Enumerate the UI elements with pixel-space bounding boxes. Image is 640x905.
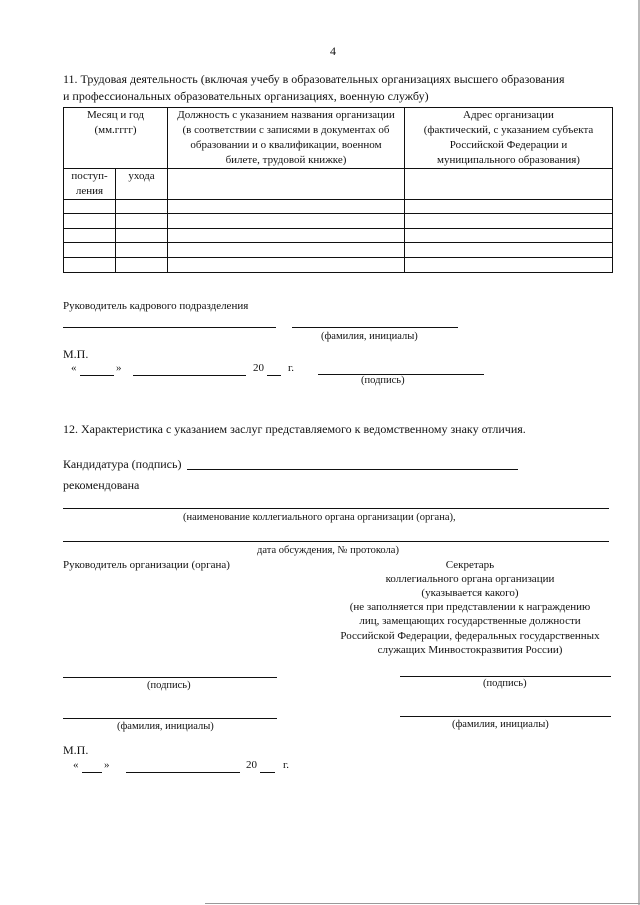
secretary-name-line[interactable] [400,716,611,717]
address-header-line3: Российской Федерации и [449,139,568,151]
hr-head-signature-line[interactable] [63,327,276,328]
date-quote-open-2: « [73,759,79,771]
date-month-field-1[interactable] [133,375,246,376]
page-number: 4 [330,44,336,58]
org-head-label: Руководитель организации (органа) [63,559,230,571]
council-name-caption: (наименование коллегиального органа организации (органа), [183,512,456,523]
secretary-line7: служащих Минвостокразвития России) [377,644,563,656]
candidate-label: Кандидатура (подпись) [63,457,182,471]
discussion-date-line[interactable] [63,541,609,542]
year-suffix-1: г. [288,362,295,374]
position-header-line1: Должность с указанием названия организации [177,109,395,121]
org-head-signature-caption: (подпись) [147,680,191,691]
month-year-header-line2: (мм.гггг) [94,124,137,136]
secretary-line2: коллегиального органа организации [385,573,555,585]
date-month-field-2[interactable] [126,772,240,773]
start-date-header-line2: ления [75,185,104,197]
position-header [168,108,405,169]
address-header-line2: (фактический, с указанием субъекта [423,124,594,136]
candidate-signature-line[interactable] [187,469,518,470]
date-quote-close-1: » [116,362,122,374]
section-11-title-line1: 11. Трудовая деятельность (включая учебу в образовательных организациях высшего образования [63,72,565,86]
hr-head-name-caption: (фамилия, инициалы) [321,331,418,342]
secretary-line1: Секретарь [445,559,495,571]
date-year-field-2[interactable] [260,772,275,773]
start-date-header-line1: поступ- [71,170,108,182]
secretary-name-caption: (фамилия, инициалы) [452,719,549,730]
scan-bottom-edge [205,903,640,904]
stamp-label-2: М.П. [63,743,89,757]
discussion-date-caption: дата обсуждения, № протокола) [257,545,399,556]
table-row[interactable] [64,214,613,229]
address-header-line1: Адрес организации [463,109,554,121]
org-head-name-caption: (фамилия, инициалы) [117,721,214,732]
address-header-line4: муниципального образования) [437,154,580,166]
section-11-title-line2: и профессиональных образовательных организациях, военную службу) [63,89,429,103]
work-history-table [63,107,613,273]
date-quote-open-1: « [71,362,77,374]
month-year-header-line1: Месяц и год [86,109,145,121]
hr-head-name-line[interactable] [292,327,458,328]
secretary-signature-caption: (подпись) [483,678,527,689]
secretary-line5: лиц, замещающих государственные должности [359,615,581,627]
table-row[interactable] [64,258,613,273]
start-date-header [64,169,116,200]
recommended-label: рекомендована [63,478,140,492]
date-day-field-2[interactable] [82,772,102,773]
date-day-field-1[interactable] [80,375,114,376]
table-row[interactable] [64,229,613,243]
year-prefix-1: 20 [253,362,264,374]
secretary-signature-line[interactable] [400,676,611,677]
position-header-line3: образовании и о квалификации, военном [190,139,382,151]
table-row[interactable] [64,243,613,258]
secretary-line6: Российской Федерации, федеральных государственных [340,630,600,642]
org-head-signature-line[interactable] [63,677,277,678]
secretary-line3: (указывается какого) [421,587,519,599]
table-header-row [64,108,613,169]
table-cell[interactable] [168,169,405,200]
hr-head-signature-caption: (подпись) [361,375,405,386]
secretary-line4: (не заполняется при представлении к награждению [349,601,591,613]
date-year-field-1[interactable] [267,375,281,376]
end-date-header-text: ухода [128,170,155,182]
org-head-name-line[interactable] [63,718,277,719]
hr-head-label: Руководитель кадрового подразделения [63,300,249,312]
end-date-header [116,169,168,200]
address-header [405,108,613,169]
table-subheader-row [64,169,613,200]
table-row[interactable] [64,200,613,214]
year-prefix-2: 20 [246,759,257,771]
position-header-line4: билете, трудовой книжке) [225,154,347,166]
council-name-line[interactable] [63,508,609,509]
table-cell[interactable] [405,169,613,200]
year-suffix-2: г. [283,759,290,771]
date-quote-close-2: » [104,759,110,771]
position-header-line2: (в соответствии с записями в документах об [182,124,390,136]
section-12-title: 12. Характеристика с указанием заслуг представляемого к ведомственному знаку отличия. [63,422,526,436]
month-year-header [64,108,168,169]
stamp-label-1: М.П. [63,347,89,361]
